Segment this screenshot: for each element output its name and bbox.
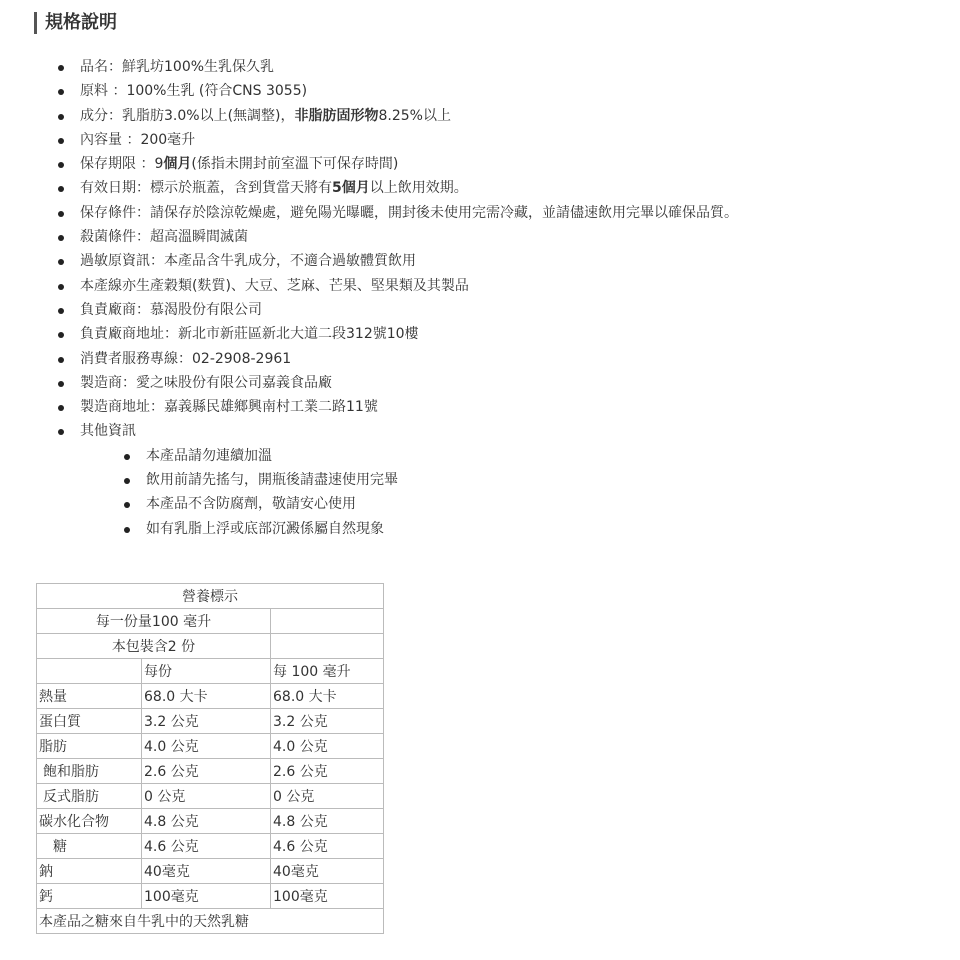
nutrient-name: 鈣: [37, 884, 142, 909]
spec-text: 殺菌條件：超高溫瞬間滅菌: [80, 229, 248, 246]
nutrient-name: 熱量: [37, 684, 142, 709]
nutrition-title: 營養標示: [37, 584, 384, 609]
footnote-row: [37, 909, 384, 934]
spec-text: 5個月: [332, 180, 370, 197]
other-info-item: 飲用前請先搖勻，開瓶後請盡速使用完畢: [120, 468, 934, 492]
nutrient-name: 反式脂肪: [37, 784, 142, 809]
servings-per-package: 本包裝含2 份: [37, 634, 271, 659]
spec-text: (係指未開封前室溫下可保存時間): [191, 156, 399, 173]
spec-item: [54, 225, 934, 249]
nutrient-row: [37, 684, 384, 709]
spec-text: 負責廠商：慕渴股份有限公司: [80, 301, 262, 318]
nutrient-per-100ml: 40毫克: [271, 859, 384, 884]
spec-text: 其他資訊: [80, 423, 136, 440]
nutrient-row: [37, 759, 384, 784]
nutrient-name: 鈉: [37, 859, 142, 884]
spec-item: [54, 419, 934, 537]
nutrient-per-100ml: 100毫克: [271, 884, 384, 909]
spec-item: [54, 152, 934, 176]
spec-text: 製造商：愛之味股份有限公司嘉義食品廠: [80, 374, 332, 391]
header-per-100ml: 每 100 毫升: [271, 659, 384, 684]
nutrient-name: 糖: [37, 834, 142, 859]
serving-size-empty: [271, 609, 384, 634]
nutrient-per-100ml: 4.6 公克: [271, 834, 384, 859]
spec-text: 消費者服務專線：02-2908-2961: [80, 350, 292, 367]
other-info-item: 如有乳脂上浮或底部沉澱係屬自然現象: [120, 517, 934, 541]
spec-item: [54, 395, 934, 419]
spec-item: [54, 371, 934, 395]
spec-text: 保存期限 ：9: [80, 156, 164, 173]
servings-empty: [271, 634, 384, 659]
nutrition-footnote: 本產品之糖來自牛乳中的天然乳糖: [37, 909, 384, 934]
nutrient-per-serving: 100毫克: [142, 884, 271, 909]
nutrient-per-100ml: 4.0 公克: [271, 734, 384, 759]
nutrition-title-row: [37, 584, 384, 609]
nutrient-per-serving: 40毫克: [142, 859, 271, 884]
spec-text: 有效日期：標示於瓶蓋，含到貨當天將有: [80, 180, 332, 197]
nutrient-name: 飽和脂肪: [37, 759, 142, 784]
nutrient-per-100ml: 4.8 公克: [271, 809, 384, 834]
nutrient-per-serving: 4.0 公克: [142, 734, 271, 759]
spec-text: 內容量 ：200毫升: [80, 131, 196, 148]
spec-text: 原料 ：100%生乳 (符合CNS 3055): [80, 83, 308, 100]
spec-item: [54, 249, 934, 273]
spec-item: [54, 322, 934, 346]
spec-text: 製造商地址：嘉義縣民雄鄉興南村工業二路11號: [80, 399, 378, 416]
column-header-row: [37, 659, 384, 684]
spec-text: 以上飲用效期。: [369, 180, 468, 197]
nutrient-per-serving: 68.0 大卡: [142, 684, 271, 709]
serving-size-row: [37, 609, 384, 634]
nutrient-per-serving: 4.6 公克: [142, 834, 271, 859]
spec-item: [54, 347, 934, 371]
nutrient-row: [37, 734, 384, 759]
spec-item: [54, 274, 934, 298]
spec-text: 成分：乳脂肪3.0%以上(無調整)，: [80, 107, 295, 124]
nutrient-name: 碳水化合物: [37, 809, 142, 834]
spec-text: 8.25%以上: [378, 107, 451, 124]
header-empty: [37, 659, 142, 684]
spec-item: [54, 298, 934, 322]
nutrient-name: 蛋白質: [37, 709, 142, 734]
nutrient-name: 脂肪: [37, 734, 142, 759]
spec-item: [54, 176, 934, 200]
spec-text: 非脂肪固形物: [294, 107, 379, 124]
nutrient-row: [37, 809, 384, 834]
spec-item: [54, 55, 934, 79]
spec-item: [54, 79, 934, 103]
nutrient-per-serving: 3.2 公克: [142, 709, 271, 734]
nutrient-row: [37, 884, 384, 909]
spec-item: [54, 104, 934, 128]
nutrition-table: [36, 583, 384, 934]
nutrient-per-serving: 2.6 公克: [142, 759, 271, 784]
other-info-item: 本產品不含防腐劑，敬請安心使用: [120, 492, 934, 516]
nutrient-per-100ml: 0 公克: [271, 784, 384, 809]
section-title: 規格說明: [34, 12, 117, 34]
header-per-serving: 每份: [142, 659, 271, 684]
serving-size: 每一份量100 毫升: [37, 609, 271, 634]
spec-text: 個月: [163, 156, 192, 173]
spec-item: [54, 201, 934, 225]
nutrient-per-100ml: 68.0 大卡: [271, 684, 384, 709]
nutrient-row: [37, 784, 384, 809]
nutrient-row: [37, 709, 384, 734]
spec-list: [54, 55, 934, 537]
nutrient-per-serving: 0 公克: [142, 784, 271, 809]
servings-row: [37, 634, 384, 659]
spec-item: [54, 128, 934, 152]
other-info-item: 本產品請勿連續加溫: [120, 444, 934, 468]
nutrient-per-100ml: 3.2 公克: [271, 709, 384, 734]
nutrient-per-serving: 4.8 公克: [142, 809, 271, 834]
nutrient-row: [37, 859, 384, 884]
spec-text: 過敏原資訊：本產品含牛乳成分，不適合過敏體質飲用: [80, 253, 416, 270]
nutrient-per-100ml: 2.6 公克: [271, 759, 384, 784]
spec-text: 品名：鮮乳坊100%生乳保久乳: [80, 59, 275, 75]
other-info-list: [80, 444, 934, 541]
nutrient-row: [37, 834, 384, 859]
spec-text: 保存條件：請保存於陰涼乾燥處，避免陽光曝曬，開封後未使用完需冷藏，並請儘速飲用完畢以確保品質。: [80, 204, 738, 221]
spec-text: 負責廠商地址：新北市新莊區新北大道二段312號10樓: [80, 326, 419, 343]
spec-text: 本產線亦生產穀類(麩質)、大豆、芝麻、芒果、堅果類及其製品: [80, 277, 469, 294]
